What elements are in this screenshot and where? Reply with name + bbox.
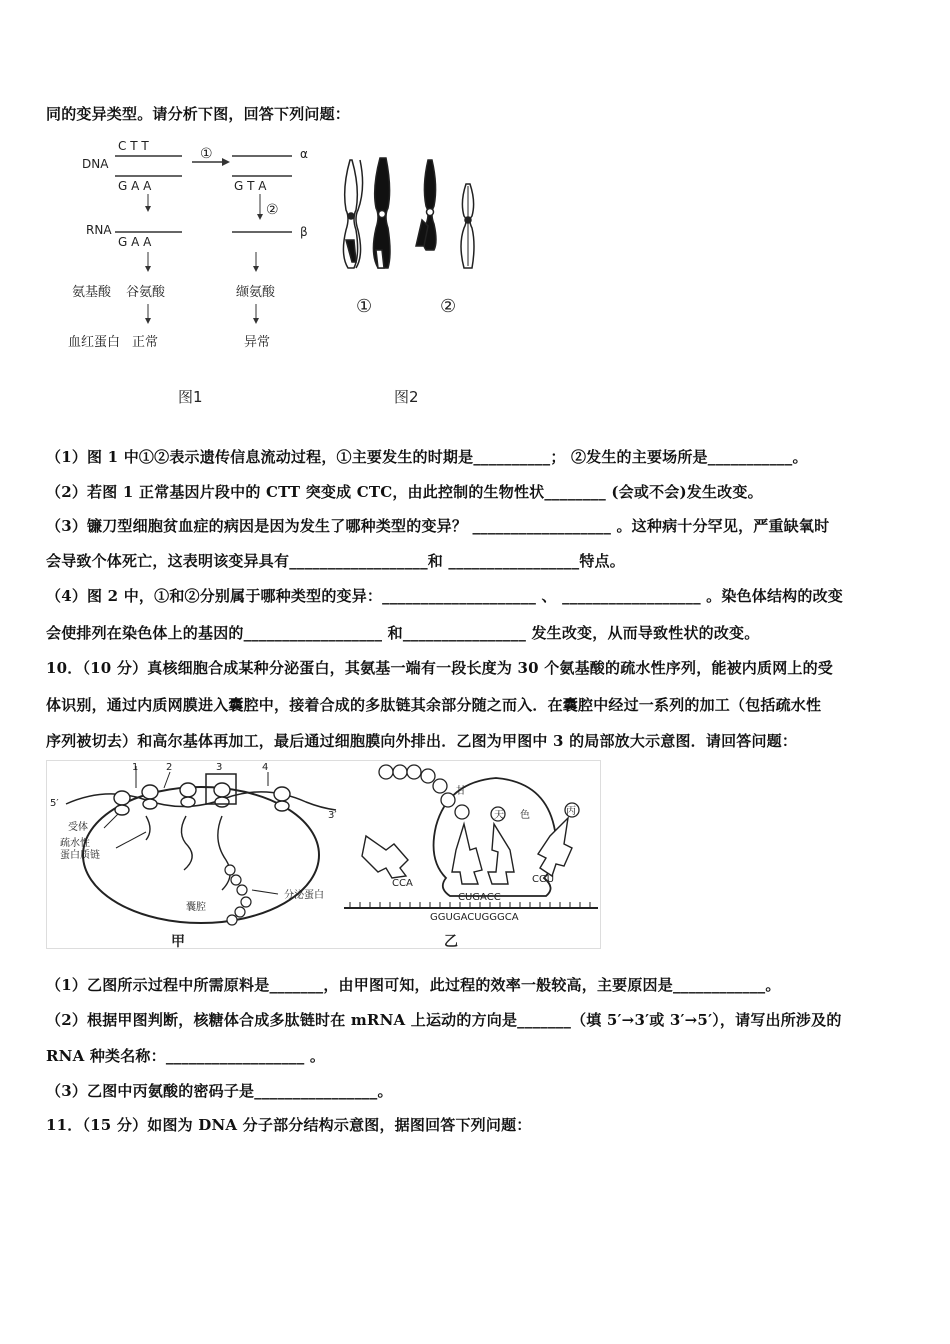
five-prime-label: 5′: [50, 798, 59, 809]
alpha-label: α: [300, 147, 308, 161]
figure-1-gene-mutation-diagram: [60, 130, 330, 420]
q9-part-4-cont: 会使排列在染色体上的基因的__________________ 和________________ 发生改变，从而导致性状的改变。: [46, 624, 760, 642]
chromosome-2-label: ②: [440, 296, 457, 317]
dna-template-strand: G A A: [118, 179, 152, 193]
q10-part-1: （1）乙图所示过程中所需原料是_______，由甲图可知，此过程的效率一般较高，主要原因是____________。: [46, 976, 781, 994]
q9-part-3-cont: 会导致个体死亡，这表明该变异具有__________________和 _________________特点。: [46, 552, 625, 570]
mrna-sequence: GGUGACUGGGCA: [430, 912, 519, 923]
marker-3: 3: [216, 762, 223, 773]
arrow-icon: [253, 318, 259, 324]
q9-part-3: （3）镰刀型细胞贫血症的病因是因为发生了哪种类型的变异？ __________________ 。这种病十分罕见，严重缺氧时: [46, 517, 830, 535]
amino-acid-label: 氨基酸: [72, 285, 112, 300]
q9-part-4: （4）图 2 中，①和②分别属于哪种类型的变异：____________________ 、 __________________ 。染色体结构的改变: [46, 587, 843, 605]
q10-part-2: （2）根据甲图判断，核糖体合成多肽链时在 mRNA 上运动的方向是_______（填 5′→3′或 3′→5′），请写出所涉及的: [46, 1011, 842, 1029]
arrow-icon: [145, 206, 151, 212]
amino-acid-mutant: 缬氨酸: [236, 285, 276, 300]
hemoglobin-normal: 正常: [132, 335, 159, 350]
anticodon-cugacc: CUGACC: [458, 892, 501, 903]
marker-1: 1: [132, 762, 139, 773]
figure-1-caption: 图1: [178, 388, 203, 406]
secretory-protein-label: 分泌蛋白: [284, 890, 324, 901]
figure-protein-synthesis: [46, 760, 602, 950]
figure-jia-caption: 甲: [171, 934, 185, 950]
q11-text: 11．（15 分）如图为 DNA 分子部分结构示意图，据图回答下列问题：: [46, 1116, 532, 1134]
q9-part-1: （1）图 1 中①②表示遗传信息流动过程，①主要发生的时期是__________； ②发生的主要场所是___________。: [46, 448, 808, 466]
arrow-icon: [257, 214, 263, 220]
arrow-icon: [145, 318, 151, 324]
q10-part-2-cont: RNA 种类名称：__________________ 。: [46, 1047, 326, 1065]
dna-label: DNA: [82, 157, 109, 171]
step-1-label: ①: [200, 146, 213, 162]
mutant-template-strand: G T A: [234, 179, 267, 193]
figure-2-chromosome-diagram: [330, 150, 490, 420]
figure-yi-caption: 乙: [444, 934, 458, 950]
arrow-icon: [253, 266, 259, 272]
q10-part-3: （3）乙图中丙氨酸的密码子是________________。: [46, 1082, 393, 1100]
asp-label: 天: [494, 810, 504, 821]
arrow-icon: [222, 158, 230, 166]
dna-top-strand: C T T: [118, 139, 149, 153]
three-prime-label: 3′: [328, 810, 337, 821]
arrow-icon: [145, 266, 151, 272]
marker-4: 4: [262, 762, 269, 773]
q9-part-2: （2）若图 1 正常基因片段中的 CTT 突变成 CTC，由此控制的生物性状________ (会或不会)发生改变。: [46, 483, 763, 501]
ala-label: 丙: [566, 806, 576, 817]
figure-2-caption: 图2: [394, 388, 419, 406]
hydrophobic-label-1: 疏水性: [60, 838, 90, 849]
q10-text-line-1: 10．（10 分）真核细胞合成某种分泌蛋白，其氨基一端有一段长度为 30 个氨基酸的疏水性序列，能被内质网上的受: [46, 659, 833, 677]
intro-text: 同的变异类型。请分析下图，回答下列问题：: [46, 105, 351, 123]
rna-label: RNA: [86, 223, 112, 237]
hydrophobic-label-2: 蛋白质链: [60, 850, 100, 861]
step-2-label: ②: [266, 202, 279, 218]
trp-label: 色: [520, 810, 530, 821]
q10-text-line-2: 体识别，通过内质网膜进入囊腔中，接着合成的多肽链其余部分随之而入．在囊腔中经过一系列的加工（包括疏水性: [46, 696, 822, 714]
q10-text-line-3: 序列被切去）和高尔基体再加工，最后通过细胞膜向外排出．乙图为甲图中 3 的局部放大示意图．请回答问题：: [46, 732, 798, 750]
hemoglobin-abnormal: 异常: [244, 335, 271, 350]
amino-acid-normal: 谷氨酸: [126, 285, 166, 300]
marker-2: 2: [166, 762, 173, 773]
anticodon-cca: CCA: [392, 878, 413, 889]
receptor-label: 受体: [68, 822, 88, 833]
chromosome-1-label: ①: [356, 296, 373, 317]
gly-label: 甘: [456, 786, 466, 797]
hemoglobin-label: 血红蛋白: [68, 335, 121, 350]
rna-sequence: G A A: [118, 235, 152, 249]
beta-label: β: [300, 225, 308, 239]
lumen-label: 囊腔: [186, 902, 206, 913]
anticodon-cgu: CGU: [532, 874, 555, 885]
